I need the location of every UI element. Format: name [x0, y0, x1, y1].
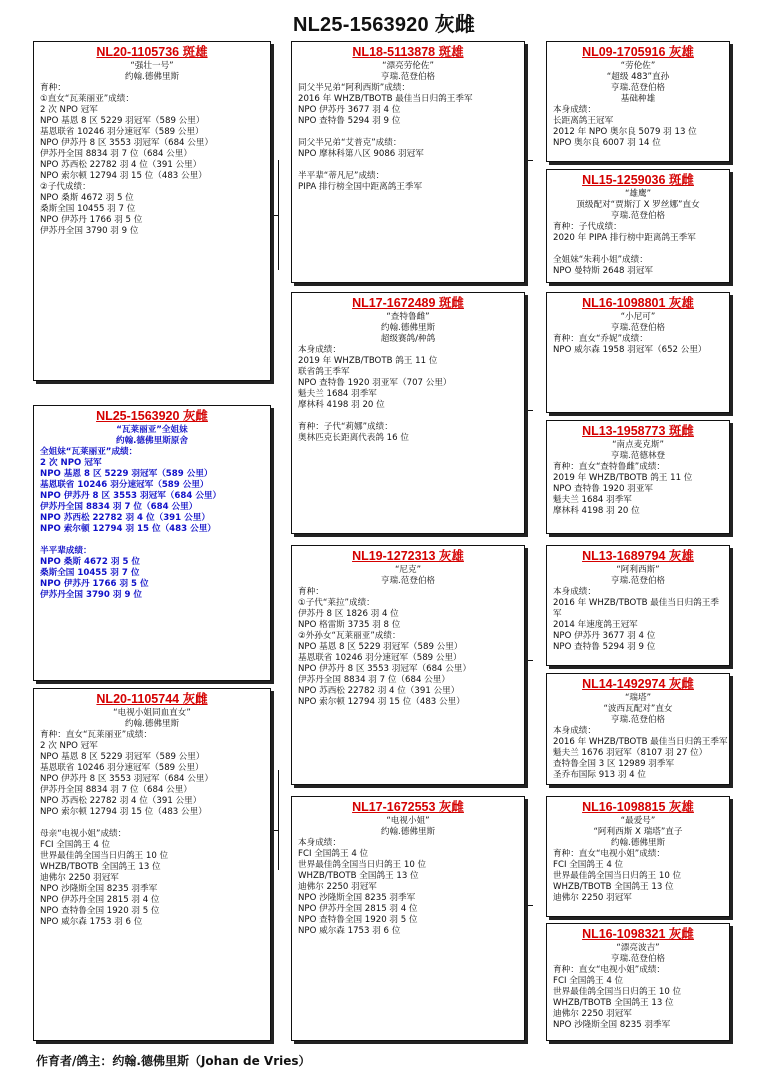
box-header: NL16-1098815 灰雄: [582, 800, 694, 814]
record-line: NPO 伊苏丹 8 区 3553 羽冠军（684 公里）: [40, 491, 222, 501]
box-subtitle: “阿利西斯 X 瑞塔”直子: [593, 827, 683, 837]
line-spacer: [40, 818, 264, 829]
record-line: 桑斯全国 10455 羽 7 位: [40, 568, 140, 578]
line-spacer: [553, 244, 723, 255]
pedigree-box-dsd: [546, 673, 730, 785]
record-line: 半平辈成绩：: [40, 546, 92, 556]
record-line: 世界最佳鸽全国当日归鸽王 10 位: [553, 987, 682, 997]
pedigree-box-sds: [546, 292, 730, 413]
pedigree-box-dam-dam: [291, 796, 525, 1041]
record-line: NPO 苏西松 22782 羽 4 位（391 公里）: [40, 796, 202, 806]
record-line: 半平辈“蒂凡尼”成绩：: [298, 171, 385, 181]
box-subtitle: “小尼可”: [620, 312, 656, 322]
connector-gen2-d: [525, 905, 533, 906]
box-subtitle: 亨瑞.范登伯格: [610, 954, 666, 964]
record-line: 联省鸽王季军: [298, 367, 350, 377]
record-line: 伊苏丹 8 区 1826 羽 4 位: [298, 609, 399, 619]
record-line: 同父半兄弟“艾普克”成绩：: [298, 138, 402, 148]
box-body: [553, 726, 728, 781]
box-subtitle: “瓦莱丽亚”全姐妹: [116, 425, 188, 435]
record-line: NPO 伊苏丹 3677 羽 4 位: [553, 631, 656, 641]
box-body: [553, 334, 723, 356]
box-subtitle: 亨瑞.范登伯格: [610, 83, 666, 93]
box-subtitle: “尼克”: [394, 565, 422, 575]
record-line: 魁夫兰 1684 羽季军: [553, 495, 632, 505]
record-line: NPO 伊苏丹 3677 羽 4 位: [298, 105, 401, 115]
record-line: 育种：: [298, 587, 324, 597]
box-subtitle: 超级赛鸽/种鸽: [380, 334, 436, 344]
record-line: 世界最佳鸽全国当日归鸽王 10 位: [40, 851, 169, 861]
box-subtitle: 亨瑞.范登伯格: [610, 323, 666, 333]
pedigree-box-sss: [546, 41, 730, 162]
record-line: FCI 全国鸽王 4 位: [553, 860, 624, 870]
box-subtitle: 顶级配对“贾斯汀 X 罗丝娜”直女: [576, 200, 700, 210]
record-line: 2016 年 WHZB/TBOTB 最佳当日归鸽王季军: [298, 94, 473, 104]
pedigree-box-sire-dam: [291, 292, 525, 534]
record-line: 基恩联省 10246 羽分速冠军（589 公里）: [40, 480, 209, 490]
record-line: 摩林科 4198 羽 20 位: [298, 400, 385, 410]
box-body: [553, 222, 723, 277]
record-line: NPO 桑斯 4672 羽 5 位: [40, 557, 141, 567]
record-line: 伊苏丹全国 8834 羽 7 位（684 公里）: [298, 675, 450, 685]
record-line: WHZB/TBOTB 全国鸽王 13 位: [553, 882, 674, 892]
box-subtitle: “电视小姐”: [386, 816, 430, 826]
connector-dam-vertical: [278, 770, 279, 870]
record-line: 2019 年 WHZB/TBOTB 鸽王 11 位: [553, 473, 693, 483]
record-line: NPO 伊苏丹 8 区 3553 羽冠军（684 公里）: [298, 664, 472, 674]
page-title: NL25-1563920 灰雌: [293, 14, 475, 36]
pedigree-box-dam-sire: [291, 545, 525, 785]
box-body: [298, 345, 518, 444]
record-line: 伊苏丹全国 8834 羽 7 位（684 公里）: [40, 502, 198, 512]
record-line: 查特鲁全国 3 区 12989 羽季军: [553, 759, 675, 769]
record-line: NPO 查特鲁 5294 羽 9 位: [298, 116, 401, 126]
line-spacer: [298, 160, 518, 171]
record-line: 2016 年 WHZB/TBOTB 最佳当日归鸽王季军: [553, 737, 728, 747]
record-line: 本身成绩：: [553, 587, 596, 597]
pedigree-box-subject: [33, 405, 271, 681]
box-subtitle: 亨瑞.范登伯格: [610, 576, 666, 586]
record-line: 基恩联省 10246 羽分速冠军（589 公里）: [40, 763, 204, 773]
record-line: ①子代“莱拉”成绩：: [298, 598, 375, 608]
connector-gen2-c: [525, 660, 533, 661]
record-line: NPO 查特鲁 1920 羽亚军（707 公里）: [298, 378, 452, 388]
box-header: NL20-1105744 灰雌: [96, 692, 208, 706]
record-line: NPO 伊苏丹全国 2815 羽 4 位: [298, 904, 418, 914]
box-subtitle: “漂亮波吉”: [616, 943, 660, 953]
box-body: [553, 965, 723, 1031]
record-line: 2 次 NPO 冠军: [40, 741, 98, 751]
box-header: NL19-1272313 灰雄: [352, 549, 464, 563]
record-line: 育种：子代成绩：: [553, 222, 622, 232]
box-body: [40, 730, 264, 928]
box-subtitle: “阿利西斯”: [616, 565, 660, 575]
box-header: NL13-1689794 灰雄: [582, 549, 694, 563]
record-line: 魁夫兰 1684 羽季军: [298, 389, 377, 399]
record-line: NPO 沙隆斯全国 8235 羽季军: [553, 1020, 671, 1030]
record-line: NPO 索尔顿 12794 羽 15 位（483 公里）: [40, 171, 207, 181]
record-line: 基恩联省 10246 羽分速冠军（589 公里）: [298, 653, 462, 663]
box-subtitle: 亨瑞.范德林登: [610, 451, 666, 461]
record-line: 本身成绩：: [553, 726, 596, 736]
record-line: NPO 苏西松 22782 羽 4 位（391 公里）: [298, 686, 460, 696]
record-line: 全姐妹“瓦莱丽亚”成绩：: [40, 447, 138, 457]
record-line: 长距离鸽王冠军: [553, 116, 614, 126]
record-line: 世界最佳鸽全国当日归鸽王 10 位: [553, 871, 682, 881]
record-line: 全姐妹“朱莉小姐”成绩：: [553, 255, 648, 265]
box-subtitle: 亨瑞.范登伯格: [380, 72, 436, 82]
pedigree-box-dam: [33, 688, 271, 1041]
record-line: FCI 全国鸽王 4 位: [298, 849, 369, 859]
record-line: 基恩联省 10246 羽分速冠军（589 公里）: [40, 127, 204, 137]
pedigree-box-sire-sire: [291, 41, 525, 283]
record-line: NPO 查特鲁 1920 羽亚军: [553, 484, 654, 494]
record-line: 育种：直女“电视小姐”成绩：: [553, 849, 666, 859]
record-line: NPO 摩林科第八区 9086 羽冠军: [298, 149, 424, 159]
box-body: [553, 462, 723, 517]
box-header: NL25-1563920 灰雌: [96, 409, 208, 423]
connector-dam-line: [270, 830, 278, 831]
record-line: 伊苏丹全国 8834 羽 7 位（684 公里）: [40, 785, 192, 795]
record-line: 2019 年 WHZB/TBOTB 鸽王 11 位: [298, 356, 438, 366]
record-line: 育种：子代“莉娜”成绩：: [298, 422, 393, 432]
box-subtitle: “超级 483”直孙: [606, 72, 670, 82]
record-line: WHZB/TBOTB 全国鸽王 13 位: [40, 862, 161, 872]
line-spacer: [298, 127, 518, 138]
box-subtitle: 基础种雄: [620, 94, 656, 104]
record-line: NPO 威尔森 1753 羽 6 位: [40, 917, 143, 927]
record-line: NPO 伊苏丹 8 区 3553 羽冠军（684 公里）: [40, 138, 214, 148]
box-header: NL14-1492974 灰雌: [582, 677, 694, 691]
record-line: 本身成绩：: [298, 345, 341, 355]
pedigree-box-sdd: [546, 420, 730, 534]
pedigree-box-ddd: [546, 923, 730, 1041]
box-body: [553, 587, 723, 653]
record-line: NPO 伊苏丹全国 2815 羽 4 位: [40, 895, 160, 905]
record-line: NPO 伊苏丹 1766 羽 5 位: [40, 579, 149, 589]
box-body: [40, 83, 264, 237]
box-header: NL17-1672489 斑雌: [352, 296, 464, 310]
record-line: NPO 查特鲁全国 1920 羽 5 位: [298, 915, 418, 925]
record-line: 摩林科 4198 羽 20 位: [553, 506, 640, 516]
box-body: [553, 105, 723, 149]
record-line: NPO 查特鲁 5294 羽 9 位: [553, 642, 656, 652]
record-line: 桑斯全国 10455 羽 7 位: [40, 204, 136, 214]
record-line: 同父半兄弟“阿利西斯”成绩：: [298, 83, 411, 93]
record-line: 伊苏丹全国 3790 羽 9 位: [40, 590, 143, 600]
record-line: 奥林匹克长距离代表鸽 16 位: [298, 433, 409, 443]
record-line: 育种：: [40, 83, 66, 93]
record-line: NPO 威尔森 1958 羽冠军（652 公里）: [553, 345, 707, 355]
record-line: NPO 基恩 8 区 5229 羽冠军（589 公里）: [40, 469, 213, 479]
box-subtitle: 约翰.德佛里斯原舍: [115, 436, 188, 446]
box-subtitle: “瑞塔”: [624, 693, 652, 703]
record-line: FCI 全国鸽王 4 位: [40, 840, 111, 850]
record-line: 2 次 NPO 冠军: [40, 458, 102, 468]
record-line: 军: [553, 609, 562, 619]
record-line: 魁夫兰 1676 羽冠军（8107 羽 27 位）: [553, 748, 708, 758]
box-subtitle: “雄鹰”: [624, 189, 652, 199]
record-line: WHZB/TBOTB 全国鸽王 13 位: [298, 871, 419, 881]
line-spacer: [40, 535, 264, 546]
record-line: NPO 桑斯 4672 羽 5 位: [40, 193, 134, 203]
box-header: NL09-1705916 灰雄: [582, 45, 694, 59]
record-line: NPO 基恩 8 区 5229 羽冠军（589 公里）: [40, 116, 205, 126]
record-line: 2016 年 WHZB/TBOTB 最佳当日归鸽王季: [553, 598, 719, 608]
record-line: 迪佛尔 2250 羽冠军: [298, 882, 377, 892]
box-subtitle: “南点麦克斯”: [612, 440, 664, 450]
record-line: 迪佛尔 2250 羽冠军: [553, 893, 632, 903]
box-subtitle: 约翰.德佛里斯: [124, 72, 180, 82]
box-body: [298, 587, 518, 708]
record-line: 育种：直女“乔妮”成绩：: [553, 334, 648, 344]
box-subtitle: 亨瑞.范登伯格: [380, 576, 436, 586]
box-subtitle: 约翰.德佛里斯: [380, 827, 436, 837]
box-subtitle: 约翰.德佛里斯: [610, 838, 666, 848]
box-header: NL13-1958773 斑雌: [582, 424, 694, 438]
record-line: 2012 年 NPO 奥尔良 5079 羽 13 位: [553, 127, 697, 137]
box-body: [40, 447, 264, 601]
record-line: NPO 苏西松 22782 羽 4 位（391 公里）: [40, 513, 210, 523]
record-line: NPO 查特鲁全国 1920 羽 5 位: [40, 906, 160, 916]
record-line: NPO 奥尔良 6007 羽 14 位: [553, 138, 661, 148]
record-line: 育种：直女“瓦莱丽亚”成绩：: [40, 730, 153, 740]
connector-sire-line: [270, 215, 278, 216]
record-line: 2 次 NPO 冠军: [40, 105, 98, 115]
record-line: 育种：直女“电视小姐”成绩：: [553, 965, 666, 975]
record-line: PIPA 排行榜全国中距离鸽王季军: [298, 182, 423, 192]
record-line: NPO 索尔顿 12794 羽 15 位（483 公里）: [298, 697, 465, 707]
box-subtitle: 亨瑞.范登伯格: [610, 211, 666, 221]
record-line: 本身成绩：: [553, 105, 596, 115]
box-subtitle: “电视小姐同血直女”: [113, 708, 191, 718]
connector-gen2-a: [525, 160, 533, 161]
record-line: NPO 索尔顿 12794 羽 15 位（483 公里）: [40, 807, 207, 817]
box-body: [553, 849, 723, 904]
connector-gen2-b: [525, 410, 533, 411]
record-line: NPO 威尔森 1753 羽 6 位: [298, 926, 401, 936]
record-line: 伊苏丹全国 8834 羽 7 位（684 公里）: [40, 149, 192, 159]
record-line: WHZB/TBOTB 全国鸽王 13 位: [553, 998, 674, 1008]
box-body: [298, 838, 518, 937]
pedigree-box-ssd: [546, 169, 730, 283]
line-spacer: [298, 411, 518, 422]
box-header: NL16-1098321 灰雌: [582, 927, 694, 941]
record-line: NPO 沙隆斯全国 8235 羽季军: [298, 893, 416, 903]
record-line: 圣乔布国际 913 羽 4 位: [553, 770, 646, 780]
record-line: 2020 年 PIPA 排行榜中距离鸽王季军: [553, 233, 696, 243]
record-line: 本身成绩：: [298, 838, 341, 848]
record-line: ②外孙女“瓦莱丽亚”成绩：: [298, 631, 401, 641]
record-line: NPO 苏西松 22782 羽 4 位（391 公里）: [40, 160, 202, 170]
box-header: NL17-1672553 灰雌: [352, 800, 464, 814]
record-line: NPO 格雷斯 3735 羽 8 位: [298, 620, 401, 630]
box-subtitle: “漂亮劳伦佐”: [382, 61, 434, 71]
record-line: FCI 全国鸽王 4 位: [553, 976, 624, 986]
box-header: NL20-1105736 斑雄: [96, 45, 208, 59]
box-body: [298, 83, 518, 193]
record-line: NPO 基恩 8 区 5229 羽冠军（589 公里）: [40, 752, 205, 762]
connector-sire-vertical: [278, 160, 279, 270]
record-line: 母亲“电视小姐”成绩：: [40, 829, 127, 839]
box-subtitle: “强壮一号”: [130, 61, 174, 71]
record-line: 伊苏丹全国 3790 羽 9 位: [40, 226, 139, 236]
record-line: NPO 基恩 8 区 5229 羽冠军（589 公里）: [298, 642, 463, 652]
box-subtitle: “劳伦佐”: [620, 61, 656, 71]
record-line: 迪佛尔 2250 羽冠军: [40, 873, 119, 883]
record-line: NPO 沙隆斯全国 8235 羽季军: [40, 884, 158, 894]
box-header: NL16-1098801 灰雄: [582, 296, 694, 310]
pedigree-box-dss: [546, 545, 730, 666]
box-subtitle: “最爱号”: [620, 816, 656, 826]
record-line: 迪佛尔 2250 羽冠军: [553, 1009, 632, 1019]
breeder-footer: 作育者/鸽主：约翰.德佛里斯（Johan de Vries）: [36, 1054, 311, 1068]
record-line: ②子代成绩：: [40, 182, 91, 192]
record-line: NPO 伊苏丹 8 区 3553 羽冠军（684 公里）: [40, 774, 214, 784]
box-subtitle: “查特鲁雌”: [386, 312, 430, 322]
record-line: 育种：直女“查特鲁雌”成绩：: [553, 462, 666, 472]
box-subtitle: 亨瑞.范登伯格: [610, 715, 666, 725]
box-header: NL18-5113878 斑雄: [352, 45, 464, 59]
box-subtitle: 约翰.德佛里斯: [380, 323, 436, 333]
record-line: NPO 索尔顿 12794 羽 15 位（483 公里）: [40, 524, 216, 534]
box-subtitle: 约翰.德佛里斯: [124, 719, 180, 729]
record-line: NPO 曼特斯 2648 羽冠军: [553, 266, 654, 276]
box-subtitle: “波西瓦配对”直女: [603, 704, 673, 714]
record-line: 2014 年速度鸽王冠军: [553, 620, 638, 630]
record-line: ①直女“瓦莱丽亚”成绩：: [40, 94, 134, 104]
record-line: NPO 伊苏丹 1766 羽 5 位: [40, 215, 143, 225]
record-line: 世界最佳鸽全国当日归鸽王 10 位: [298, 860, 427, 870]
pedigree-box-dds: [546, 796, 730, 917]
box-header: NL15-1259036 斑雌: [582, 173, 694, 187]
pedigree-box-sire: [33, 41, 271, 381]
